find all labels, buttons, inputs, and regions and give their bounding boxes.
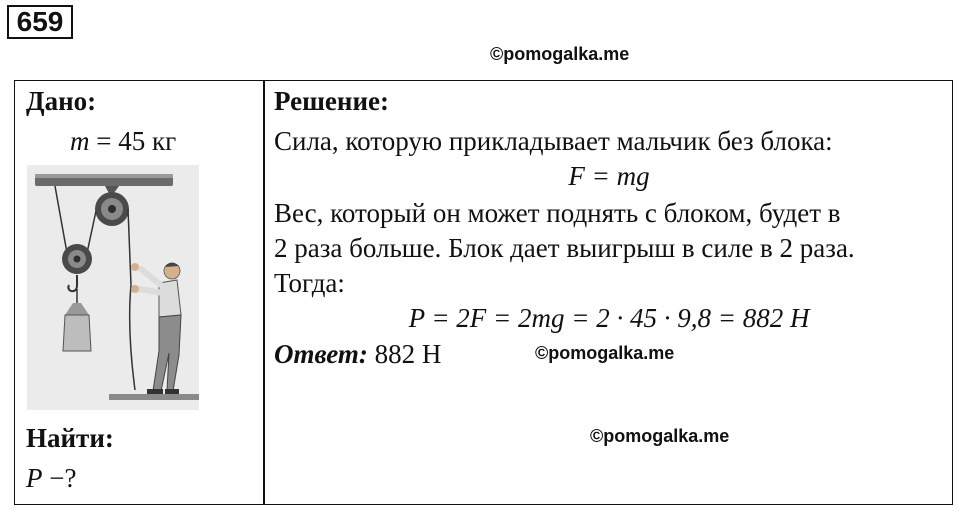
formula-force: F = mg (568, 161, 650, 191)
problem-number: 659 (7, 5, 73, 39)
given-heading: Дано: (26, 86, 97, 116)
solution-line-4: Тогда: (274, 268, 345, 298)
mass-variable: m (70, 126, 90, 156)
find-variable: P (26, 463, 43, 493)
answer (274, 339, 441, 370)
answer-value: 882 Н (367, 339, 442, 369)
pulley-illustration (27, 165, 199, 410)
mass-value: = 45 кг (89, 126, 177, 156)
answer-label: Ответ: (274, 339, 368, 369)
solution-heading: Решение: (274, 86, 389, 116)
formula-weight: P = 2F = 2mg = 2 · 45 · 9,8 = 882 Н (408, 303, 810, 333)
given-mass (70, 126, 176, 157)
watermark-middle: ©pomogalka.me (535, 343, 675, 363)
column-divider (263, 80, 265, 505)
watermark-top: ©pomogalka.me (490, 44, 630, 64)
find-value (26, 463, 76, 494)
watermark-bottom: ©pomogalka.me (590, 426, 730, 446)
find-question: −? (42, 463, 77, 493)
solution-line-3: 2 раза больше. Блок дает выигрыш в силе в 2 раза. (274, 233, 855, 263)
find-heading: Найти: (26, 423, 114, 453)
solution-line-2: Вес, который он может поднять с блоком, будет в (274, 198, 841, 228)
solution-line-1: Сила, которую прикладывает мальчик без блока: (274, 126, 833, 156)
